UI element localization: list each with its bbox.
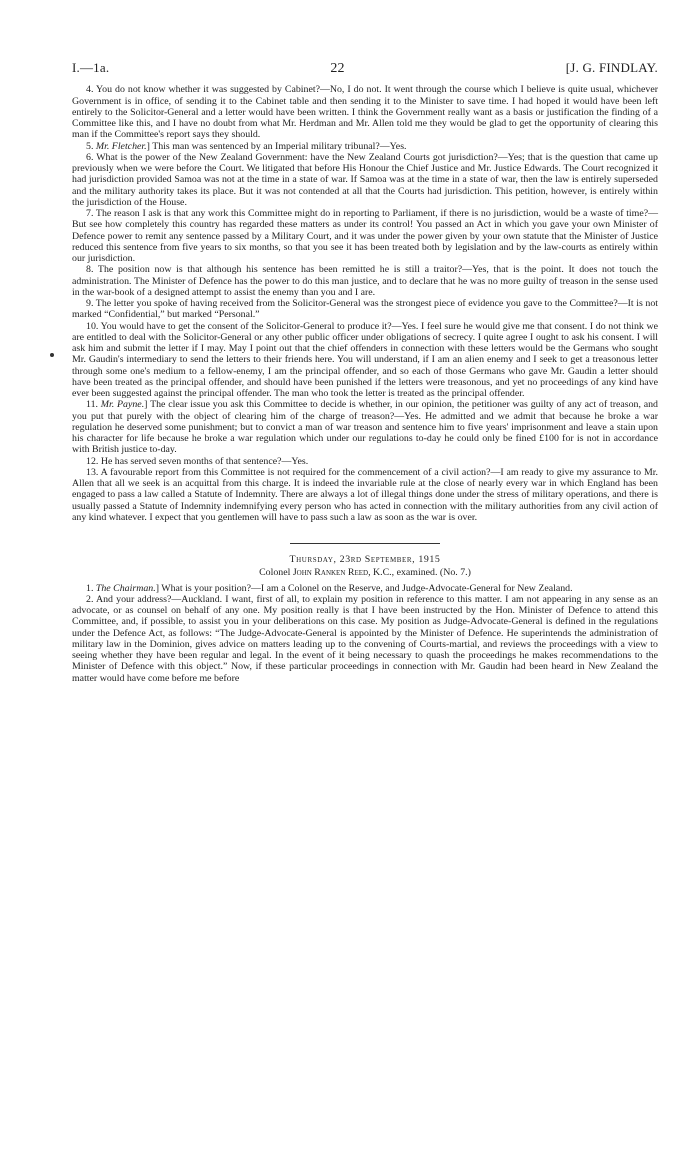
paragraph: 12. He has served seven months of that sentence?—Yes. [86,455,309,467]
witness-heading: Colonel John Ranken Reed, K.C., examined. (No. 7.) [259,567,471,579]
speaker-name: Mr. Payne. [100,399,145,411]
speaker-name: Mr. Fletcher. [95,140,147,152]
paragraph: 8. The position now is that although his sentence has been remitted he is still a traitor?—Yes, that is the point. It does not touch the administration. The Minister of Defence has the power to do this man justice, and to declare that he was no more guilty of treason in the sense used in the war-book of a designed attempt to assist the enemy than you and I are. [72,264,658,298]
paragraph: 2. And your address?—Auckland. I want, first of all, to explain my position in reference to this matter. I am not appearing in any sense as an advocate, or as counsel on behalf of any one. My position really is that I have been instructed by the Hon. Minister of Defence to attend this Committee, and, if possible, to assist you in your deliberations on this case. My position as Judge-Advocate-General is defined in the regulations under the Defence Act, as follows: “The Judge-Advocate-General is appointed by the Minister of Defence. He superintends the administration of military law in the Dominion, gives advice on matters leading up to the convening of Courts-martial, and reviews the proceedings with a view to seeing whether they have been regular and legal. In the event of it being necessary to quash the proceedings he makes recommendations to the Minister of Defence with this object.” Now, if these particular proceedings in connection with Mr. Gaudin had been heard in New Zealand the matter would have come before me before [72,593,658,684]
speaker-name: The Chairman. [95,582,156,594]
section-divider [290,543,440,544]
paragraph: 9. The letter you spoke of having received from the Solicitor-General was the strongest piece of evidence you gave to the Committee?—It is not marked “Confidential,” but marked “Personal.” [72,298,658,321]
paragraph: 13. A favourable report from this Committee is not required for the commencement of a civil action?—I am ready to give my assurance to Mr. Allen that all we seek is an acquittal from this charge. It is indeed the invariable rule at the close of nearly every war in which England has been engaged to pass a law called a Statute of Indemnity. There are always a lot of illegal things done under the stress of military operations, and there is usually passed a Statute of Indemnity indemnifying every person who has acted in connection with the military authorities from any civil action of any kind whatever. I expect that you gentlemen will have to pass such a law as soon as the war is over. [72,466,658,523]
header-paper-number: I.—1a. [72,60,110,75]
witness-name: John Ranken Reed [292,567,369,579]
paragraph: 5. Mr. Fletcher.] This man was sentenced by an Imperial military tribunal?—Yes. [86,140,407,152]
margin-mark [50,353,54,357]
running-header [72,62,658,74]
header-page-number: 22 [330,61,345,76]
session-date: Thursday, 23rd September, 1915 [289,554,441,565]
header-witness: [J. G. FINDLAY. [565,60,658,75]
answers-section [72,84,658,523]
paragraph: 6. What is the power of the New Zealand Government: have the New Zealand Courts got jurisdiction?—Yes; that is the question that came up previously when we were before the Court. We litigated that before His Honour the Chief Justice and Mr. Justice Edwards. The Court recognized it had jurisdiction provided Samoa was not at the time in a state of war. If Samoa was at the time in a state of war, then the law is entirely superseded and the military authority takes its place. But it was not contended at all that the Courts had jurisdiction. This petition, however, is entirely within the jurisdiction of the House. [72,151,658,208]
paragraph: 7. The reason I ask is that any work this Committee might do in reporting to Parliament, if there is no jurisdiction, would be a waste of time?—But see how completely this country has regarded these matters as under its control! You passed an Act in which you gave your own Minister of Defence power to remit any sentence passed by a Military Court, and it was under the power given by your own statute that the Minister of Justice reduced this sentence from five years to six months, so that you see it has been treated both by legislation and by the law-courts as entirely within our jurisdiction. [72,208,658,264]
paragraph: 10. You would have to get the consent of the Solicitor-General to produce it?—Yes. I feel sure he would give me that consent. I do not think we are entitled to deal with the Solicitor-General or any other public officer under obligations of secrecy. I quite agree I ought to ask his consent. I will ask him and submit the letter if I may. May I point out that the chief offenders in connection with these letters would be the Germans who sought Mr. Gaudin's intermediary to send the letters to their friends here. You will understand, if I am an alien enemy and I seek to get a treasonous letter through some one's medium to a fellow-enemy, I am the principal offender, and so each of those Germans who gave Mr. Gaudin a letter should have been treated as the principal offender, and should have been punished if the letters were treasonous, and yet no proceedings of any kind have ever been suggested against the principal offender. The man who took the letter is treated as the principal offender. [72,320,658,399]
examination-section [72,583,658,684]
paragraph: 1. The Chairman.] What is your position?—I am a Colonel on the Reserve, and Judge-Advocate-General for New Zealand. [86,582,573,594]
paragraph: 11. Mr. Payne.] The clear issue you ask this Committee to decide is whether, in our opinion, the petitioner was guilty of any act of treason, and you put that purely with the object of clearing him of the charge of treason?—Yes. He admitted and we admit that because he broke a war regulation he deserved some punishment; but to convict a man of war treason and sentence him to five years' imprisonment and leave a stain upon his character for life because he broke a war regulation which under our regulations to-day he could only be fined £100 for is not in accordance with British justice to-day. [72,399,658,456]
paragraph: 4. You do not know whether it was suggested by Cabinet?—No, I do not. It went through the course which I believe is quite usual, whichever Government is in office, of sending it to the Cabinet table and then sending it to the Minister to save time. I had hoped it would have been left entirely to the Solicitor-General and a letter would have been written. I think the Government really want as a basis or justification the finding of a Committee like this, and I have no doubt from what Mr. Herdman and Mr. Allen told me they would be glad to get the opportunity of clearing this man if the Committee's report says they should. [72,84,658,141]
